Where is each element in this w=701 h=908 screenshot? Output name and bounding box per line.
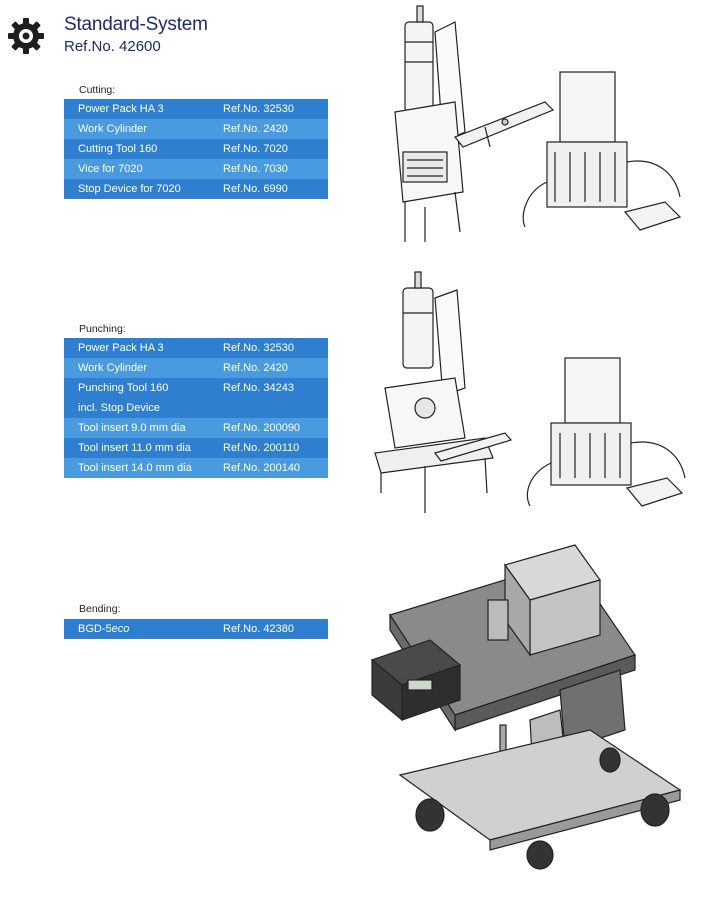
table-row — [64, 619, 328, 639]
page-subtitle: Ref.No. 42600 — [64, 38, 161, 55]
item-ref: Ref.No. 2420 — [223, 123, 288, 135]
cutting-machine-illustration — [355, 2, 695, 252]
punching-machine-illustration — [355, 268, 695, 518]
item-ref: Ref.No. 7030 — [223, 163, 288, 175]
item-name: Stop Device for 7020 — [78, 183, 181, 195]
table-row — [64, 119, 328, 139]
item-name: Tool insert 9.0 mm dia — [78, 422, 186, 434]
table-row — [64, 418, 328, 438]
item-name: Power Pack HA 3 — [78, 103, 164, 115]
item-ref: Ref.No. 200110 — [223, 442, 300, 454]
item-ref: Ref.No. 34243 — [223, 382, 294, 394]
table-row — [64, 159, 328, 179]
item-ref: Ref.No. 6990 — [223, 183, 288, 195]
item-ref: Ref.No. 7020 — [223, 143, 288, 155]
table-row — [64, 99, 328, 119]
item-name: Tool insert 14.0 mm dia — [78, 462, 192, 474]
item-ref: Ref.No. 200140 — [223, 462, 301, 474]
item-ref: Ref.No. 42380 — [223, 623, 294, 635]
item-name — [64, 623, 223, 635]
item-name: incl. Stop Device — [78, 402, 160, 414]
item-name: Tool insert 11.0 mm dia — [78, 442, 191, 454]
table-row — [64, 358, 328, 378]
item-ref: Ref.No. 2420 — [223, 362, 288, 374]
item-name: Vice for 7020 — [78, 163, 143, 175]
section-label-cutting: Cutting: — [79, 84, 116, 96]
table-row — [64, 179, 328, 199]
table-row — [64, 398, 328, 418]
gear-icon — [6, 16, 46, 56]
table-row — [64, 378, 328, 398]
item-name: Work Cylinder — [78, 362, 147, 374]
punching-table — [64, 338, 328, 478]
item-name: Punching Tool 160 — [78, 382, 169, 394]
item-name: Cutting Tool 160 — [78, 143, 158, 155]
section-label-punching: Punching: — [79, 323, 126, 335]
cutting-table — [64, 99, 328, 199]
item-name: Power Pack HA 3 — [78, 342, 164, 354]
section-label-bending: Bending: — [79, 603, 121, 615]
bending-machine-illustration — [360, 540, 695, 870]
item-ref: Ref.No. 200090 — [223, 422, 301, 434]
item-name: Work Cylinder — [78, 123, 147, 135]
page-title: Standard-System — [64, 14, 208, 35]
item-ref: Ref.No. 32530 — [223, 342, 294, 354]
bending-table — [64, 619, 328, 639]
item-ref: Ref.No. 32530 — [223, 103, 294, 115]
item-name-suffix: eco — [111, 623, 130, 635]
table-row — [64, 458, 328, 478]
table-row — [64, 338, 328, 358]
table-row — [64, 139, 328, 159]
item-name-prefix: BGD-5 — [78, 623, 112, 635]
table-row — [64, 438, 328, 458]
